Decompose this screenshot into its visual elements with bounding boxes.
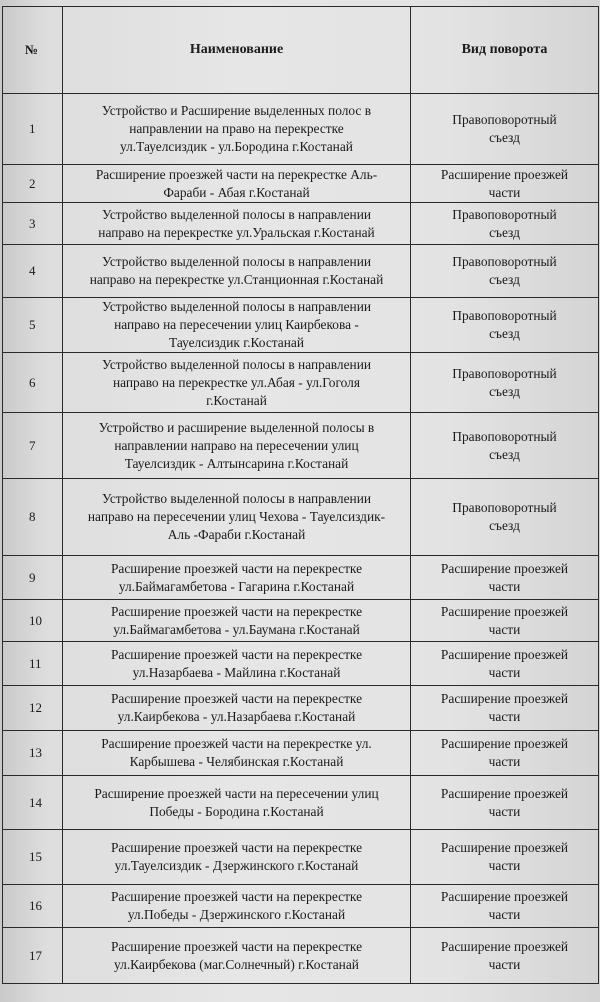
row-name-line: Тауелсиздик г.Костанай	[168, 335, 305, 350]
row-number: 17	[3, 928, 63, 984]
row-turn-type	[411, 731, 599, 776]
intersections-table	[2, 6, 599, 984]
row-turn-type-line: Расширение проезжей	[440, 840, 569, 855]
row-turn-type	[411, 203, 599, 245]
row-turn-type	[411, 600, 599, 642]
row-name	[63, 642, 411, 686]
row-name	[63, 298, 411, 353]
row-number: 11	[3, 642, 63, 686]
row-name	[63, 830, 411, 885]
row-turn-type-line: части	[488, 709, 521, 724]
table-header-row	[3, 7, 599, 94]
row-name	[63, 94, 411, 165]
row-name-line: ул.Каирбекова (маг.Солнечный) г.Костанай	[114, 956, 359, 972]
row-name	[63, 686, 411, 731]
row-name	[63, 353, 411, 413]
row-name-line: Расширение проезжей части на перекрестке	[110, 889, 363, 904]
row-name-line: Тауелсиздик - Алтынсарина г.Костанай	[124, 455, 349, 471]
row-name-line: г.Костанай	[206, 392, 267, 408]
row-name-line: Расширение проезжей части на перекрестке	[110, 938, 363, 954]
row-turn-type-line: Расширение проезжей	[440, 691, 569, 706]
table-row	[3, 885, 599, 928]
row-name	[63, 885, 411, 928]
row-name	[63, 245, 411, 298]
row-turn-type	[411, 556, 599, 600]
row-name-line: Устройство выделенной полосы в направлении	[101, 491, 372, 506]
row-turn-type-line: части	[488, 907, 521, 922]
table-row	[3, 776, 599, 830]
row-turn-type-line: Расширение проезжей	[440, 736, 569, 751]
row-number: 7	[3, 413, 63, 479]
row-turn-type-line: съезд	[489, 224, 520, 240]
table-row	[3, 642, 599, 686]
row-turn-type-line: Расширение проезжей	[440, 646, 569, 662]
row-number: 12	[3, 686, 63, 731]
row-name-line: направлении на право на перекрестке	[129, 121, 344, 136]
row-turn-type-line: части	[488, 754, 521, 769]
row-turn-type	[411, 830, 599, 885]
table-row	[3, 298, 599, 353]
row-number: 16	[3, 885, 63, 928]
table-row	[3, 731, 599, 776]
row-name-line: Расширение проезжей части на перекрестке	[110, 560, 363, 576]
row-turn-type-line: части	[488, 803, 521, 819]
row-turn-type-line: съезд	[489, 383, 520, 399]
row-turn-type-line: Расширение проезжей	[440, 166, 569, 182]
row-turn-type	[411, 353, 599, 413]
row-turn-type-line: съезд	[489, 326, 520, 341]
row-number: 14	[3, 776, 63, 830]
row-number: 8	[3, 479, 63, 556]
row-name-line: ул.Баймагамбетова - Гагарина г.Костанай	[118, 578, 355, 594]
row-number: 13	[3, 731, 63, 776]
row-turn-type-line: Расширение проезжей	[440, 603, 569, 619]
table-row	[3, 245, 599, 298]
row-turn-type-line: Правоповоротный	[452, 428, 557, 444]
row-turn-type-line: Расширение проезжей	[440, 889, 569, 904]
row-name-line: ул.Назарбаева - Майлина г.Костанай	[132, 664, 341, 680]
row-number: 6	[3, 353, 63, 413]
row-turn-type-line: Правоповоротный	[452, 500, 557, 515]
table-row	[3, 94, 599, 165]
row-name-line: Устройство выделенной полосы в направлении	[101, 299, 372, 314]
row-name-line: Расширение проезжей части на перекрестке	[110, 646, 363, 662]
row-name-line: ул.Баймагамбетова - ул.Баумана г.Костанай	[113, 621, 360, 637]
row-name-line: Устройство выделенной полосы в направлении	[101, 206, 372, 222]
header-number: №	[3, 7, 63, 94]
row-name-line: направо на пересечении улиц Чехова - Тауелсиздик-	[87, 509, 386, 524]
row-name	[63, 600, 411, 642]
row-name-line: Устройство и расширение выделенной полосы в	[98, 419, 375, 435]
row-turn-type	[411, 298, 599, 353]
row-name	[63, 479, 411, 556]
table-row	[3, 203, 599, 245]
row-number: 9	[3, 556, 63, 600]
row-name-line: Устройство выделенной полосы в направлении	[101, 356, 372, 372]
row-turn-type	[411, 885, 599, 928]
row-name	[63, 776, 411, 830]
row-name-line: ул.Тауелсиздик - Дзержинского г.Костанай	[114, 858, 359, 873]
row-name	[63, 731, 411, 776]
table-body	[3, 94, 599, 984]
row-turn-type	[411, 245, 599, 298]
row-turn-type	[411, 413, 599, 479]
header-name: Наименование	[63, 7, 411, 94]
row-name-line: направо на перекрестке ул.Станционная г.Костанай	[89, 272, 384, 287]
row-turn-type-line: Правоповоротный	[452, 308, 557, 323]
row-turn-type	[411, 479, 599, 556]
row-name-line: ул.Победы - Дзержинского г.Костанай	[127, 907, 346, 922]
row-name-line: Расширение проезжей части на перекрестке ул.	[101, 736, 372, 751]
table-row	[3, 686, 599, 731]
row-name-line: направо на перекрестке ул.Уральская г.Костанай	[98, 224, 375, 240]
table-row	[3, 928, 599, 984]
row-turn-type	[411, 776, 599, 830]
row-turn-type-line: съезд	[489, 130, 520, 145]
row-turn-type	[411, 928, 599, 984]
row-turn-type	[411, 165, 599, 203]
row-name-line: Расширение проезжей части на перекрестке Аль-	[95, 166, 378, 182]
table-row	[3, 830, 599, 885]
row-turn-type-line: Расширение проезжей	[440, 938, 569, 954]
row-number: 15	[3, 830, 63, 885]
table-row	[3, 165, 599, 203]
row-name	[63, 165, 411, 203]
row-name-line: направлении направо на пересечении улиц	[114, 437, 359, 453]
row-turn-type-line: части	[488, 184, 521, 200]
row-turn-type-line: Расширение проезжей	[440, 785, 569, 801]
row-turn-type-line: Правоповоротный	[452, 112, 557, 127]
row-turn-type-line: Правоповоротный	[452, 365, 557, 381]
table-row	[3, 413, 599, 479]
row-number: 4	[3, 245, 63, 298]
row-turn-type-line: части	[488, 858, 521, 873]
row-name-line: Фараби - Абая г.Костанай	[163, 184, 310, 200]
row-name-line: Победы - Бородина г.Костанай	[149, 803, 324, 819]
row-name-line: Расширение проезжей части на перекрестке	[110, 691, 363, 706]
row-name-line: Расширение проезжей части на перекрестке	[110, 840, 363, 855]
row-number: 5	[3, 298, 63, 353]
row-turn-type-line: съезд	[489, 518, 520, 533]
table-row	[3, 353, 599, 413]
header-turn-type: Вид поворота	[411, 7, 599, 94]
row-turn-type-line: съезд	[489, 446, 520, 462]
row-name-line: Карбышева - Челябинская г.Костанай	[129, 754, 344, 769]
row-turn-type	[411, 94, 599, 165]
table-row	[3, 600, 599, 642]
row-name-line: Расширение проезжей части на перекрестке	[110, 603, 363, 619]
row-name-line: Устройство выделенной полосы в направлении	[101, 254, 372, 269]
row-name-line: ул.Каирбекова - ул.Назарбаева г.Костанай	[117, 709, 356, 724]
row-name-line: ул.Тауелсиздик - ул.Бородина г.Костанай	[120, 139, 353, 154]
row-turn-type-line: Расширение проезжей	[440, 560, 569, 576]
table-row	[3, 556, 599, 600]
row-name-line: направо на пересечении улиц Каирбекова -	[114, 317, 359, 332]
row-name-line: Расширение проезжей части на пересечении улиц	[94, 785, 379, 801]
row-name	[63, 928, 411, 984]
row-name	[63, 203, 411, 245]
row-turn-type-line: части	[488, 664, 521, 680]
row-name	[63, 413, 411, 479]
row-number: 3	[3, 203, 63, 245]
row-number: 1	[3, 94, 63, 165]
row-turn-type-line: Правоповоротный	[452, 206, 557, 222]
row-turn-type-line: части	[488, 956, 521, 972]
row-name-line: направо на перекрестке ул.Абая - ул.Гоголя	[112, 374, 361, 390]
row-name-line: Аль -Фараби г.Костанай	[167, 527, 306, 542]
row-turn-type	[411, 642, 599, 686]
row-turn-type-line: части	[488, 578, 521, 594]
row-name	[63, 556, 411, 600]
row-name-line: Устройство и Расширение выделенных полос в	[101, 103, 372, 118]
table-row	[3, 479, 599, 556]
row-turn-type	[411, 686, 599, 731]
row-turn-type-line: съезд	[489, 272, 520, 287]
row-number: 2	[3, 165, 63, 203]
row-turn-type-line: части	[488, 621, 521, 637]
row-turn-type-line: Правоповоротный	[452, 254, 557, 269]
row-number: 10	[3, 600, 63, 642]
